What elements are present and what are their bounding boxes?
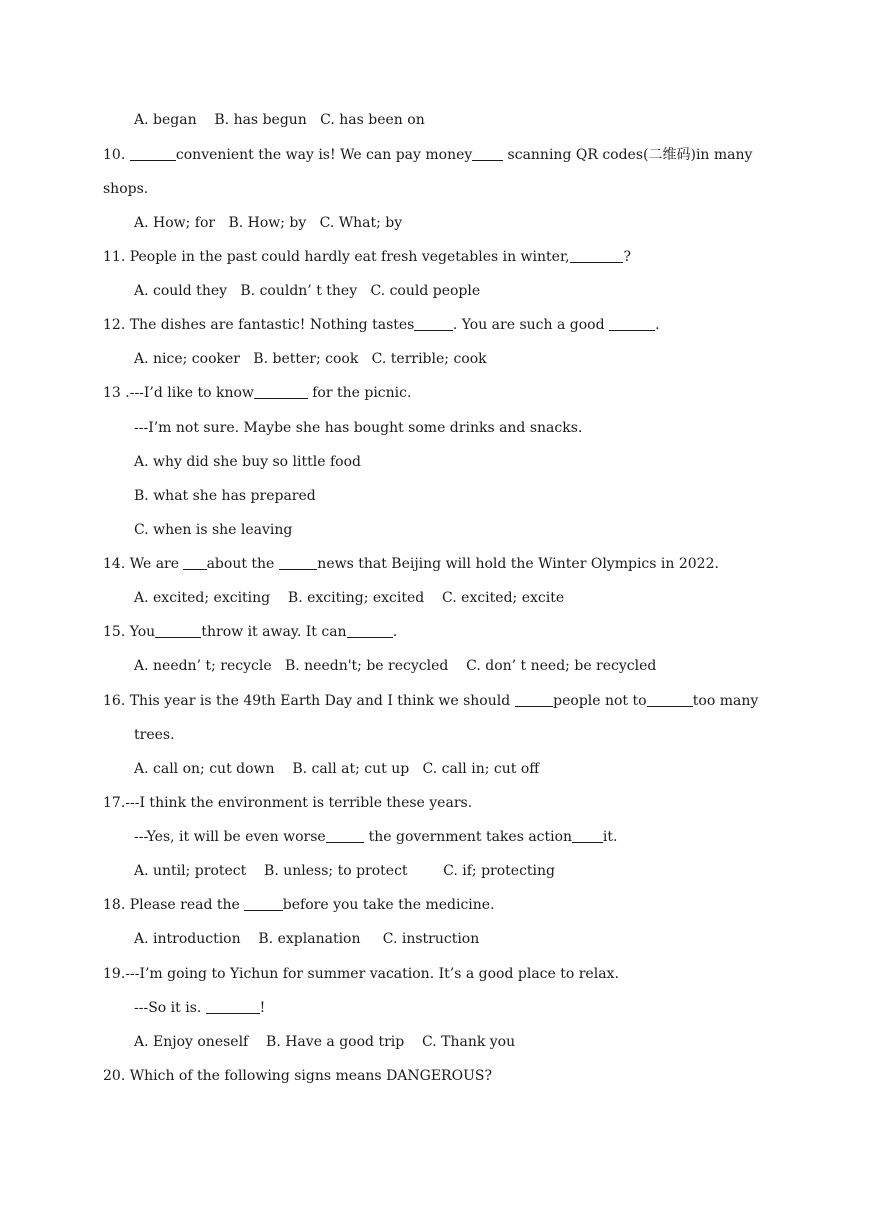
text-segment: throw it away. It can <box>201 624 347 640</box>
text-segment: A. call on; cut down B. call at; cut up C. call in; cut off <box>134 761 540 777</box>
text-segment: 20. Which of the following signs means DANGEROUS? <box>103 1068 492 1084</box>
text-segment: A. began B. has begun C. has been on <box>134 112 425 128</box>
q16-stem-continued <box>134 725 175 745</box>
text-segment: A. introduction B. explanation C. instruction <box>134 931 480 947</box>
q18-options <box>134 929 479 949</box>
text-segment: 10. <box>103 147 130 163</box>
text-segment: . You are such a good <box>452 317 609 333</box>
q14-stem <box>103 554 719 574</box>
text-segment: A. until; protect B. unless; to protect C. if; protecting <box>134 863 555 879</box>
q19-options <box>134 1032 515 1052</box>
text-segment: 12. The dishes are fantastic! Nothing tastes <box>103 317 415 333</box>
q12-options <box>134 349 487 369</box>
text-segment: 15. You <box>103 624 156 640</box>
text-segment: A. How; for B. How; by C. What; by <box>134 215 403 231</box>
text-segment: 16. This year is the 49th Earth Day and I think we should <box>103 693 515 709</box>
text-segment: A. needn’ t; recycle B. needn't; be recycled C. don’ t need; be recycled <box>134 658 657 674</box>
q10-stem <box>103 145 752 165</box>
q17-stem <box>103 793 472 813</box>
answer-blank <box>572 828 603 843</box>
text-segment: A. Enjoy oneself B. Have a good trip C. Thank you <box>134 1034 516 1050</box>
q19-reply <box>134 998 265 1018</box>
text-segment: ? <box>623 249 631 265</box>
q11-options <box>134 281 480 301</box>
text-segment: A. excited; exciting B. exciting; excited C. excited; excite <box>134 590 565 606</box>
text-segment: for the picnic. <box>307 385 412 401</box>
answer-blank <box>347 623 393 638</box>
text-segment: ! <box>259 1000 266 1016</box>
q17-reply <box>134 827 617 847</box>
q10-stem-continued <box>103 179 148 199</box>
q14-options <box>134 588 564 608</box>
answer-blank <box>155 623 201 638</box>
text-segment: A. why did she buy so little food <box>134 454 361 470</box>
text-segment: 18. Please read the <box>103 897 245 913</box>
q20-stem <box>103 1066 492 1086</box>
answer-blank <box>130 146 176 161</box>
q17-options <box>134 861 555 881</box>
text-segment: before you take the medicine. <box>282 897 495 913</box>
text-segment: news that Beijing will hold the Winter Olympics in 2022. <box>317 556 719 572</box>
text-segment: ---So it is. <box>134 1000 206 1016</box>
q19-stem <box>103 964 619 984</box>
answer-blank <box>279 555 318 570</box>
answer-blank <box>472 146 503 161</box>
q15-stem <box>103 622 397 642</box>
text-segment: ---I’m not sure. Maybe she has bought some drinks and snacks. <box>134 420 583 436</box>
q18-stem <box>103 895 495 915</box>
answer-blank <box>515 692 554 707</box>
q11-stem <box>103 247 631 267</box>
answer-blank <box>183 555 206 570</box>
answer-blank <box>647 692 693 707</box>
text-segment: 13 .---I’d like to know <box>103 385 254 401</box>
text-segment: 17.---I think the environment is terrible these years. <box>103 795 473 811</box>
text-segment: 19.---I’m going to Yichun for summer vacation. It’s a good place to relax. <box>103 966 619 982</box>
answer-blank <box>570 248 624 263</box>
q15-options <box>134 656 656 676</box>
text-segment: ---Yes, it will be even worse <box>134 829 326 845</box>
q13-option-b <box>134 486 316 506</box>
q9-options <box>134 110 425 130</box>
text-segment: the government takes action <box>364 829 573 845</box>
text-segment: too many <box>692 693 759 709</box>
text-segment: it. <box>602 829 618 845</box>
q13-reply <box>134 418 582 438</box>
text-segment: . <box>655 317 660 333</box>
text-segment: scanning QR codes(二维码)in many <box>503 147 753 163</box>
text-segment: A. nice; cooker B. better; cook C. terrible; cook <box>134 351 487 367</box>
text-segment: shops. <box>103 181 149 197</box>
q13-stem <box>103 383 411 403</box>
q10-options <box>134 213 402 233</box>
answer-blank <box>609 316 655 331</box>
q13-option-a <box>134 452 361 472</box>
text-segment: 14. We are <box>103 556 184 572</box>
answer-blank <box>254 384 308 399</box>
q13-option-c <box>134 520 292 540</box>
text-segment: trees. <box>134 727 175 743</box>
text-segment: people not to <box>553 693 647 709</box>
text-segment: about the <box>206 556 279 572</box>
answer-blank <box>206 999 260 1014</box>
answer-blank <box>414 316 453 331</box>
answer-blank <box>326 828 365 843</box>
q12-stem <box>103 315 660 335</box>
text-segment: A. could they B. couldn’ t they C. could people <box>134 283 481 299</box>
text-segment: . <box>392 624 398 640</box>
text-segment: B. what she has prepared <box>134 488 316 504</box>
q16-options <box>134 759 539 779</box>
q16-stem <box>103 691 758 711</box>
text-segment: convenient the way is! We can pay money <box>175 147 473 163</box>
text-segment: C. when is she leaving <box>134 522 293 538</box>
text-segment: 11. People in the past could hardly eat fresh vegetables in winter, <box>103 249 570 265</box>
answer-blank <box>244 896 283 911</box>
